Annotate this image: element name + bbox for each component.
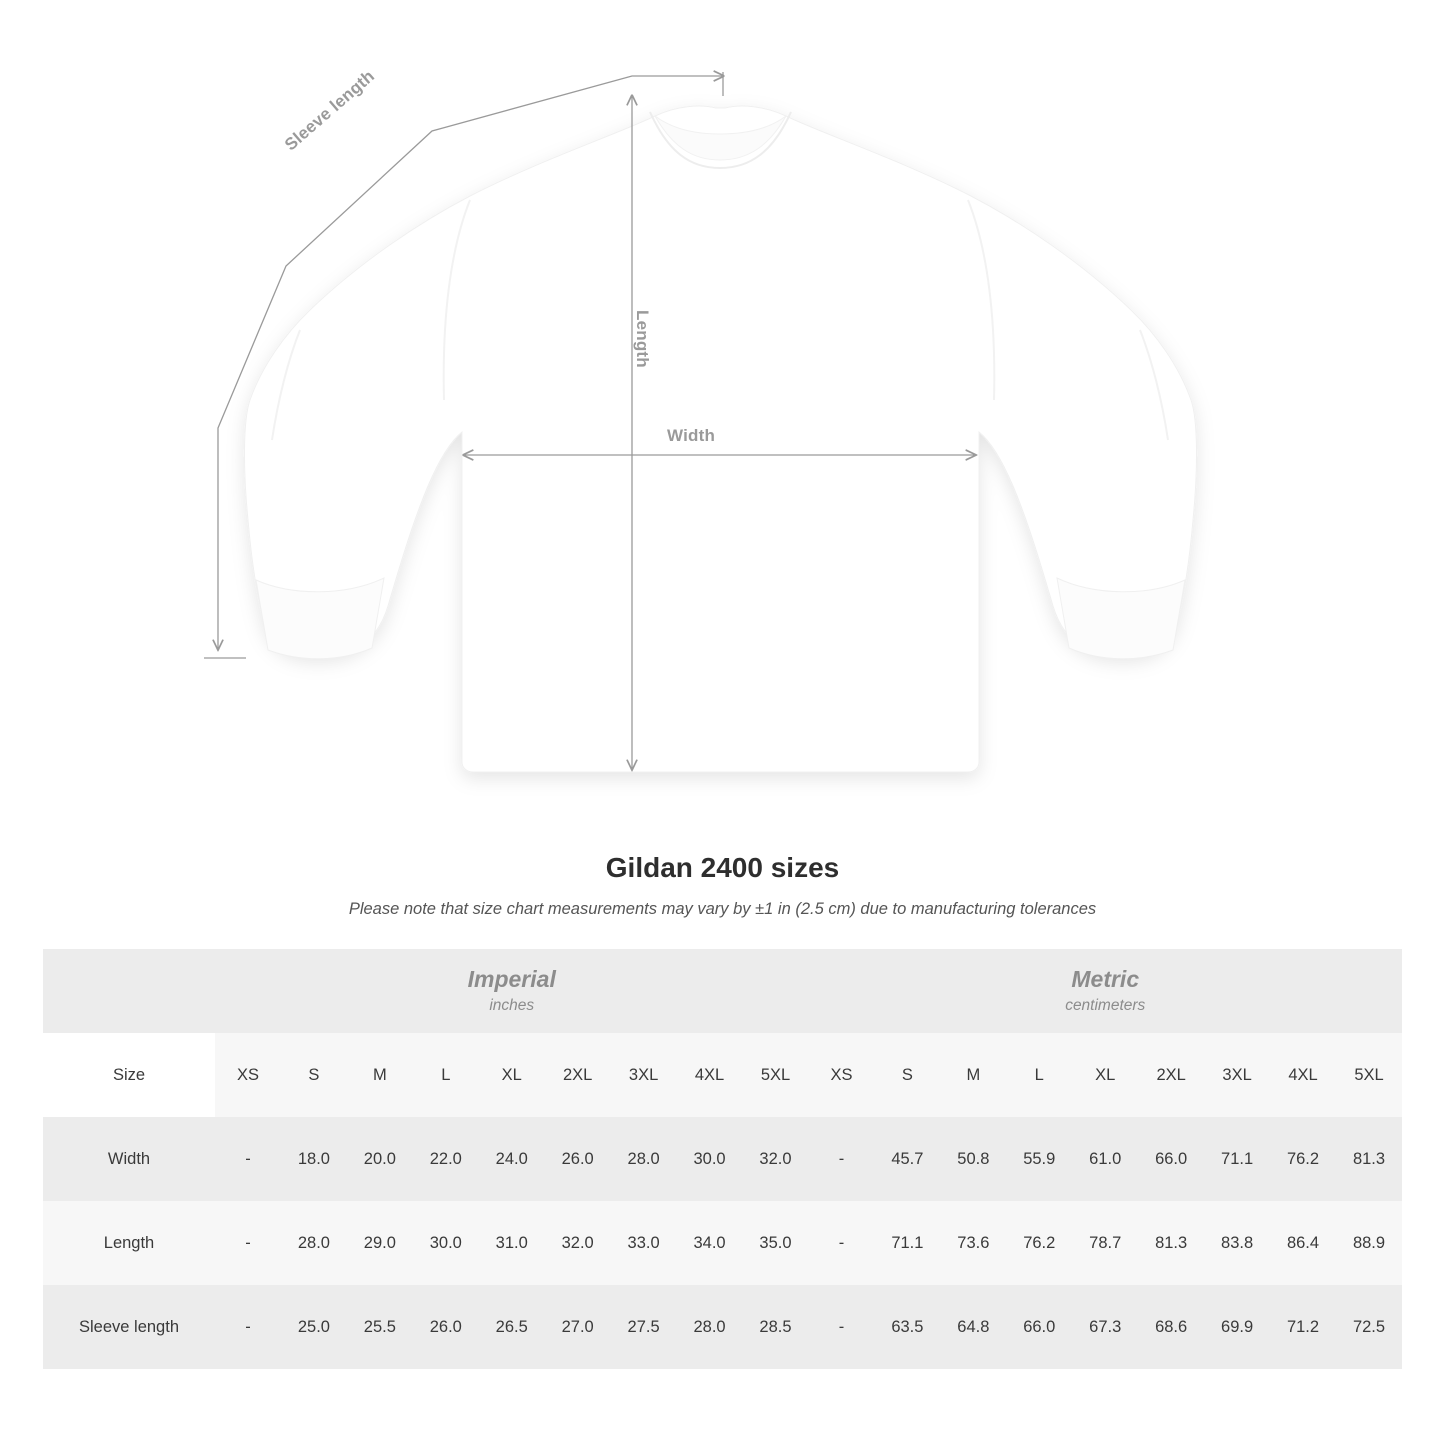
column-header-5xl-8: 5XL <box>743 1033 809 1117</box>
column-header-xl-13: XL <box>1072 1033 1138 1117</box>
cell-sleeve-length-4xl-16: 71.2 <box>1270 1285 1336 1369</box>
cell-sleeve-length-m-11: 64.8 <box>940 1285 1006 1369</box>
cell-sleeve-length-2xl-5: 27.0 <box>545 1285 611 1369</box>
cell-sleeve-length-s-10: 63.5 <box>874 1285 940 1369</box>
column-header-3xl-15: 3XL <box>1204 1033 1270 1117</box>
cell-sleeve-length-3xl-15: 69.9 <box>1204 1285 1270 1369</box>
column-header-m-2: M <box>347 1033 413 1117</box>
column-header-2xl-5: 2XL <box>545 1033 611 1117</box>
cell-width-4xl-16: 76.2 <box>1270 1117 1336 1201</box>
cell-length-xl-13: 78.7 <box>1072 1201 1138 1285</box>
cell-sleeve-length-s-1: 25.0 <box>281 1285 347 1369</box>
shirt-shape <box>244 106 1196 772</box>
row-label-sleeve-length: Sleeve length <box>43 1285 215 1369</box>
imperial-sublabel: inches <box>489 996 535 1014</box>
metric-sublabel: centimeters <box>1065 996 1146 1014</box>
cell-length-s-10: 71.1 <box>874 1201 940 1285</box>
unit-group-header-row <box>43 949 1402 1033</box>
column-header-row <box>43 1033 1402 1117</box>
cell-width-s-1: 18.0 <box>281 1117 347 1201</box>
column-header-5xl-17: 5XL <box>1336 1033 1402 1117</box>
cell-length-xs-9: - <box>808 1201 874 1285</box>
cell-sleeve-length-xs-0: - <box>215 1285 281 1369</box>
table-row <box>43 1285 1402 1369</box>
cell-sleeve-length-l-3: 26.0 <box>413 1285 479 1369</box>
cell-length-4xl-16: 86.4 <box>1270 1201 1336 1285</box>
cell-length-3xl-6: 33.0 <box>611 1201 677 1285</box>
cell-length-m-2: 29.0 <box>347 1201 413 1285</box>
chart-title: Gildan 2400 sizes <box>605 852 840 883</box>
column-header-s-10: S <box>874 1033 940 1117</box>
cell-width-l-12: 55.9 <box>1006 1117 1072 1201</box>
cell-length-5xl-8: 35.0 <box>743 1201 809 1285</box>
cell-sleeve-length-5xl-17: 72.5 <box>1336 1285 1402 1369</box>
cell-width-l-3: 22.0 <box>413 1117 479 1201</box>
column-header-l-3: L <box>413 1033 479 1117</box>
cell-length-2xl-14: 81.3 <box>1138 1201 1204 1285</box>
size-chart-table <box>43 949 1402 1369</box>
unit-spacer-cell <box>43 949 215 1033</box>
cell-length-s-1: 28.0 <box>281 1201 347 1285</box>
cell-width-3xl-6: 28.0 <box>611 1117 677 1201</box>
title-block <box>0 852 1445 919</box>
cell-sleeve-length-5xl-8: 28.5 <box>743 1285 809 1369</box>
cell-length-3xl-15: 83.8 <box>1204 1201 1270 1285</box>
row-label-width: Width <box>43 1117 215 1201</box>
column-header-xl-4: XL <box>479 1033 545 1117</box>
cell-length-xl-4: 31.0 <box>479 1201 545 1285</box>
size-chart-table-wrap <box>43 949 1402 1369</box>
cell-width-m-11: 50.8 <box>940 1117 1006 1201</box>
column-header-2xl-14: 2XL <box>1138 1033 1204 1117</box>
table-row <box>43 1201 1402 1285</box>
cell-width-5xl-17: 81.3 <box>1336 1117 1402 1201</box>
column-header-xs-9: XS <box>808 1033 874 1117</box>
size-header-cell: Size <box>43 1033 215 1117</box>
length-dimension-label: Length <box>633 310 652 368</box>
cell-width-xs-9: - <box>808 1117 874 1201</box>
cell-sleeve-length-4xl-7: 28.0 <box>677 1285 743 1369</box>
column-header-4xl-16: 4XL <box>1270 1033 1336 1117</box>
cell-width-xs-0: - <box>215 1117 281 1201</box>
column-header-l-12: L <box>1006 1033 1072 1117</box>
width-dimension-label: Width <box>667 426 716 445</box>
metric-group-header <box>808 949 1402 1033</box>
cell-length-l-3: 30.0 <box>413 1201 479 1285</box>
column-header-m-11: M <box>940 1033 1006 1117</box>
cell-sleeve-length-xs-9: - <box>808 1285 874 1369</box>
cell-width-2xl-14: 66.0 <box>1138 1117 1204 1201</box>
imperial-group-header <box>215 949 808 1033</box>
cell-length-m-11: 73.6 <box>940 1201 1006 1285</box>
cell-width-m-2: 20.0 <box>347 1117 413 1201</box>
row-label-length: Length <box>43 1201 215 1285</box>
cell-length-4xl-7: 34.0 <box>677 1201 743 1285</box>
cell-width-2xl-5: 26.0 <box>545 1117 611 1201</box>
column-header-s-1: S <box>281 1033 347 1117</box>
cell-sleeve-length-xl-13: 67.3 <box>1072 1285 1138 1369</box>
column-header-xs-0: XS <box>215 1033 281 1117</box>
cell-width-5xl-8: 32.0 <box>743 1117 809 1201</box>
metric-label: Metric <box>1071 966 1140 992</box>
cell-width-xl-13: 61.0 <box>1072 1117 1138 1201</box>
cell-width-xl-4: 24.0 <box>479 1117 545 1201</box>
cell-length-2xl-5: 32.0 <box>545 1201 611 1285</box>
cell-length-xs-0: - <box>215 1201 281 1285</box>
sleeve-dimension-label: Sleeve length <box>281 66 379 155</box>
cell-sleeve-length-xl-4: 26.5 <box>479 1285 545 1369</box>
table-row <box>43 1117 1402 1201</box>
cell-length-l-12: 76.2 <box>1006 1201 1072 1285</box>
cell-sleeve-length-3xl-6: 27.5 <box>611 1285 677 1369</box>
cell-sleeve-length-m-2: 25.5 <box>347 1285 413 1369</box>
chart-note: Please note that size chart measurements may vary by ±1 in (2.5 cm) due to manufacturing tolerances <box>348 900 1097 918</box>
cell-sleeve-length-2xl-14: 68.6 <box>1138 1285 1204 1369</box>
cell-width-3xl-15: 71.1 <box>1204 1117 1270 1201</box>
column-header-4xl-7: 4XL <box>677 1033 743 1117</box>
cell-sleeve-length-l-12: 66.0 <box>1006 1285 1072 1369</box>
column-header-3xl-6: 3XL <box>611 1033 677 1117</box>
cell-width-4xl-7: 30.0 <box>677 1117 743 1201</box>
cell-length-5xl-17: 88.9 <box>1336 1201 1402 1285</box>
cell-width-s-10: 45.7 <box>874 1117 940 1201</box>
imperial-label: Imperial <box>467 966 556 992</box>
